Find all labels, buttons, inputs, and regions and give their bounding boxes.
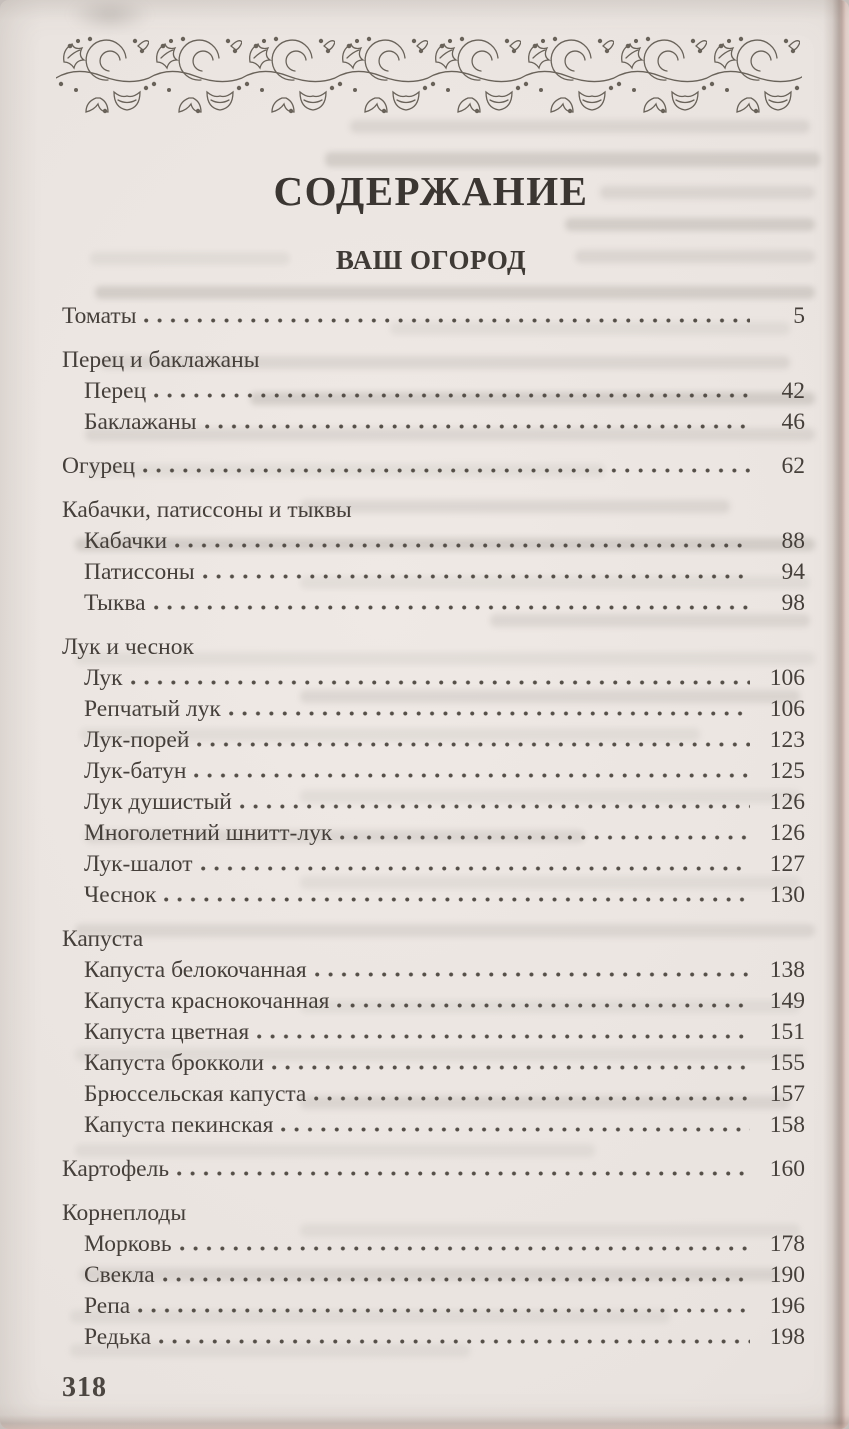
toc-entry	[62, 787, 805, 818]
toc-entry-page: 138	[769, 957, 805, 983]
dot-leader	[192, 773, 750, 778]
toc-entry	[62, 557, 805, 588]
toc-entry	[62, 1229, 805, 1260]
toc-entry-label: Корнеплоды	[62, 1200, 187, 1226]
toc-entry-page: 5	[793, 303, 805, 329]
toc-entry-label: Кабачки	[84, 528, 168, 554]
toc-entry	[62, 376, 805, 407]
toc-entry-page: 198	[769, 1324, 805, 1350]
toc-group-heading	[62, 495, 805, 526]
toc-entry	[62, 1048, 805, 1079]
toc-entry-label: Лук	[84, 665, 123, 691]
page-edge-right	[823, 0, 849, 1429]
toc-entry-label: Лук-порей	[84, 727, 190, 753]
table-of-contents	[62, 301, 805, 1353]
folio-page-number: 318	[62, 1372, 107, 1403]
toc-entry-label: Капуста цветная	[84, 1019, 250, 1045]
dot-leader	[270, 1065, 750, 1070]
toc-entry-label: Перец и баклажаны	[62, 347, 260, 373]
toc-entry-page: 157	[769, 1081, 805, 1107]
dot-leader	[313, 972, 750, 977]
dot-leader	[175, 1171, 750, 1176]
dot-leader	[255, 1034, 750, 1039]
toc-entry-label: Брюссельская капуста	[84, 1081, 307, 1107]
toc-entry	[62, 1154, 805, 1185]
toc-entry-label: Огурец	[62, 453, 136, 479]
toc-entry-page: 155	[769, 1050, 805, 1076]
toc-entry	[62, 1260, 805, 1291]
toc-entry-label: Морковь	[84, 1231, 172, 1257]
toc-entry-label: Томаты	[62, 303, 137, 329]
dot-leader	[312, 1096, 750, 1101]
toc-entry	[62, 1110, 805, 1141]
toc-entry-label: Чеснок	[84, 882, 157, 908]
toc-entry-label: Капуста краснокочанная	[84, 988, 330, 1014]
toc-group-heading	[62, 632, 805, 663]
toc-entry-page: 151	[769, 1019, 805, 1045]
toc-entry-label: Кабачки, патиссоны и тыквы	[62, 497, 352, 523]
dot-leader	[129, 680, 750, 685]
toc-entry-label: Капуста белокочанная	[84, 957, 307, 983]
dot-leader	[335, 1003, 750, 1008]
toc-entry-page: 42	[781, 378, 805, 404]
toc-entry-label: Редька	[84, 1324, 152, 1350]
toc-entry	[62, 407, 805, 438]
toc-entry-label: Лук-батун	[84, 758, 187, 784]
toc-entry	[62, 1291, 805, 1322]
toc-entry-page: 46	[781, 409, 805, 435]
toc-entry	[62, 1017, 805, 1048]
toc-entry-page: 126	[769, 789, 805, 815]
toc-entry	[62, 880, 805, 911]
toc-entry-page: 123	[769, 727, 805, 753]
toc-entry-page: 196	[769, 1293, 805, 1319]
toc-entry	[62, 756, 805, 787]
toc-entry-label: Патиссоны	[84, 559, 195, 585]
toc-entry-label: Репа	[84, 1293, 131, 1319]
dot-leader	[136, 1308, 750, 1313]
toc-entry-label: Лук-шалот	[84, 851, 193, 877]
toc-entry	[62, 725, 805, 756]
dot-leader	[227, 711, 750, 716]
toc-entry-page: 106	[769, 696, 805, 722]
toc-entry	[62, 526, 805, 557]
toc-entry-page: 125	[769, 758, 805, 784]
toc-entry-label: Тыква	[84, 590, 146, 616]
toc-entry	[62, 1079, 805, 1110]
toc-entry-label: Свекла	[84, 1262, 155, 1288]
toc-entry	[62, 1322, 805, 1353]
dot-leader	[152, 605, 750, 610]
toc-group-heading	[62, 924, 805, 955]
toc-entry	[62, 818, 805, 849]
dot-leader	[201, 574, 750, 579]
toc-entry-page: 126	[769, 820, 805, 846]
toc-title: СОДЕРЖАНИЕ	[273, 168, 589, 214]
toc-entry-page: 98	[781, 590, 805, 616]
dot-leader	[141, 468, 750, 473]
toc-entry-page: 158	[769, 1112, 805, 1138]
dot-leader	[173, 543, 750, 548]
toc-entry	[62, 663, 805, 694]
toc-entry	[62, 694, 805, 725]
toc-entry-page: 62	[781, 453, 805, 479]
toc-entry-page: 190	[769, 1262, 805, 1288]
toc-entry	[62, 955, 805, 986]
toc-entry-label: Лук и чеснок	[62, 634, 194, 660]
toc-entry-label: Картофель	[62, 1156, 170, 1182]
toc-entry	[62, 986, 805, 1017]
page-edge-bottom	[0, 1415, 849, 1429]
toc-group-heading	[62, 1198, 805, 1229]
dot-leader	[157, 1339, 750, 1344]
toc-entry-label: Баклажаны	[84, 409, 197, 435]
toc-entry-label: Репчатый лук	[84, 696, 221, 722]
dot-leader	[178, 1246, 750, 1251]
toc-entry-page: 127	[769, 851, 805, 877]
ornamental-border	[56, 32, 802, 118]
toc-entry-page: 106	[769, 665, 805, 691]
dot-leader	[195, 742, 750, 747]
toc-entry-page: 130	[769, 882, 805, 908]
dot-leader	[162, 897, 750, 902]
dot-leader	[199, 866, 750, 871]
toc-entry	[62, 588, 805, 619]
toc-entry-label: Капуста	[62, 926, 144, 952]
toc-entry-page: 178	[769, 1231, 805, 1257]
dot-leader	[142, 318, 750, 323]
section-title: ВАШ ОГОРОД	[335, 245, 527, 275]
dot-leader	[338, 835, 750, 840]
dot-leader	[152, 393, 750, 398]
dot-leader	[238, 804, 750, 809]
toc-group-heading	[62, 345, 805, 376]
toc-entry-label: Перец	[84, 378, 147, 404]
dot-leader	[279, 1127, 750, 1132]
toc-entry-page: 94	[781, 559, 805, 585]
toc-entry-label: Лук душистый	[84, 789, 232, 815]
toc-entry-label: Многолетний шнитт-лук	[84, 820, 333, 846]
toc-entry-label: Капуста брокколи	[84, 1050, 264, 1076]
toc-entry	[62, 849, 805, 880]
toc-entry-page: 88	[781, 528, 805, 554]
toc-entry-page: 160	[769, 1156, 805, 1182]
toc-entry	[62, 301, 805, 332]
dot-leader	[203, 424, 750, 429]
dot-leader	[161, 1277, 750, 1282]
toc-entry	[62, 451, 805, 482]
toc-entry-label: Капуста пекинская	[84, 1112, 274, 1138]
toc-entry-page: 149	[769, 988, 805, 1014]
